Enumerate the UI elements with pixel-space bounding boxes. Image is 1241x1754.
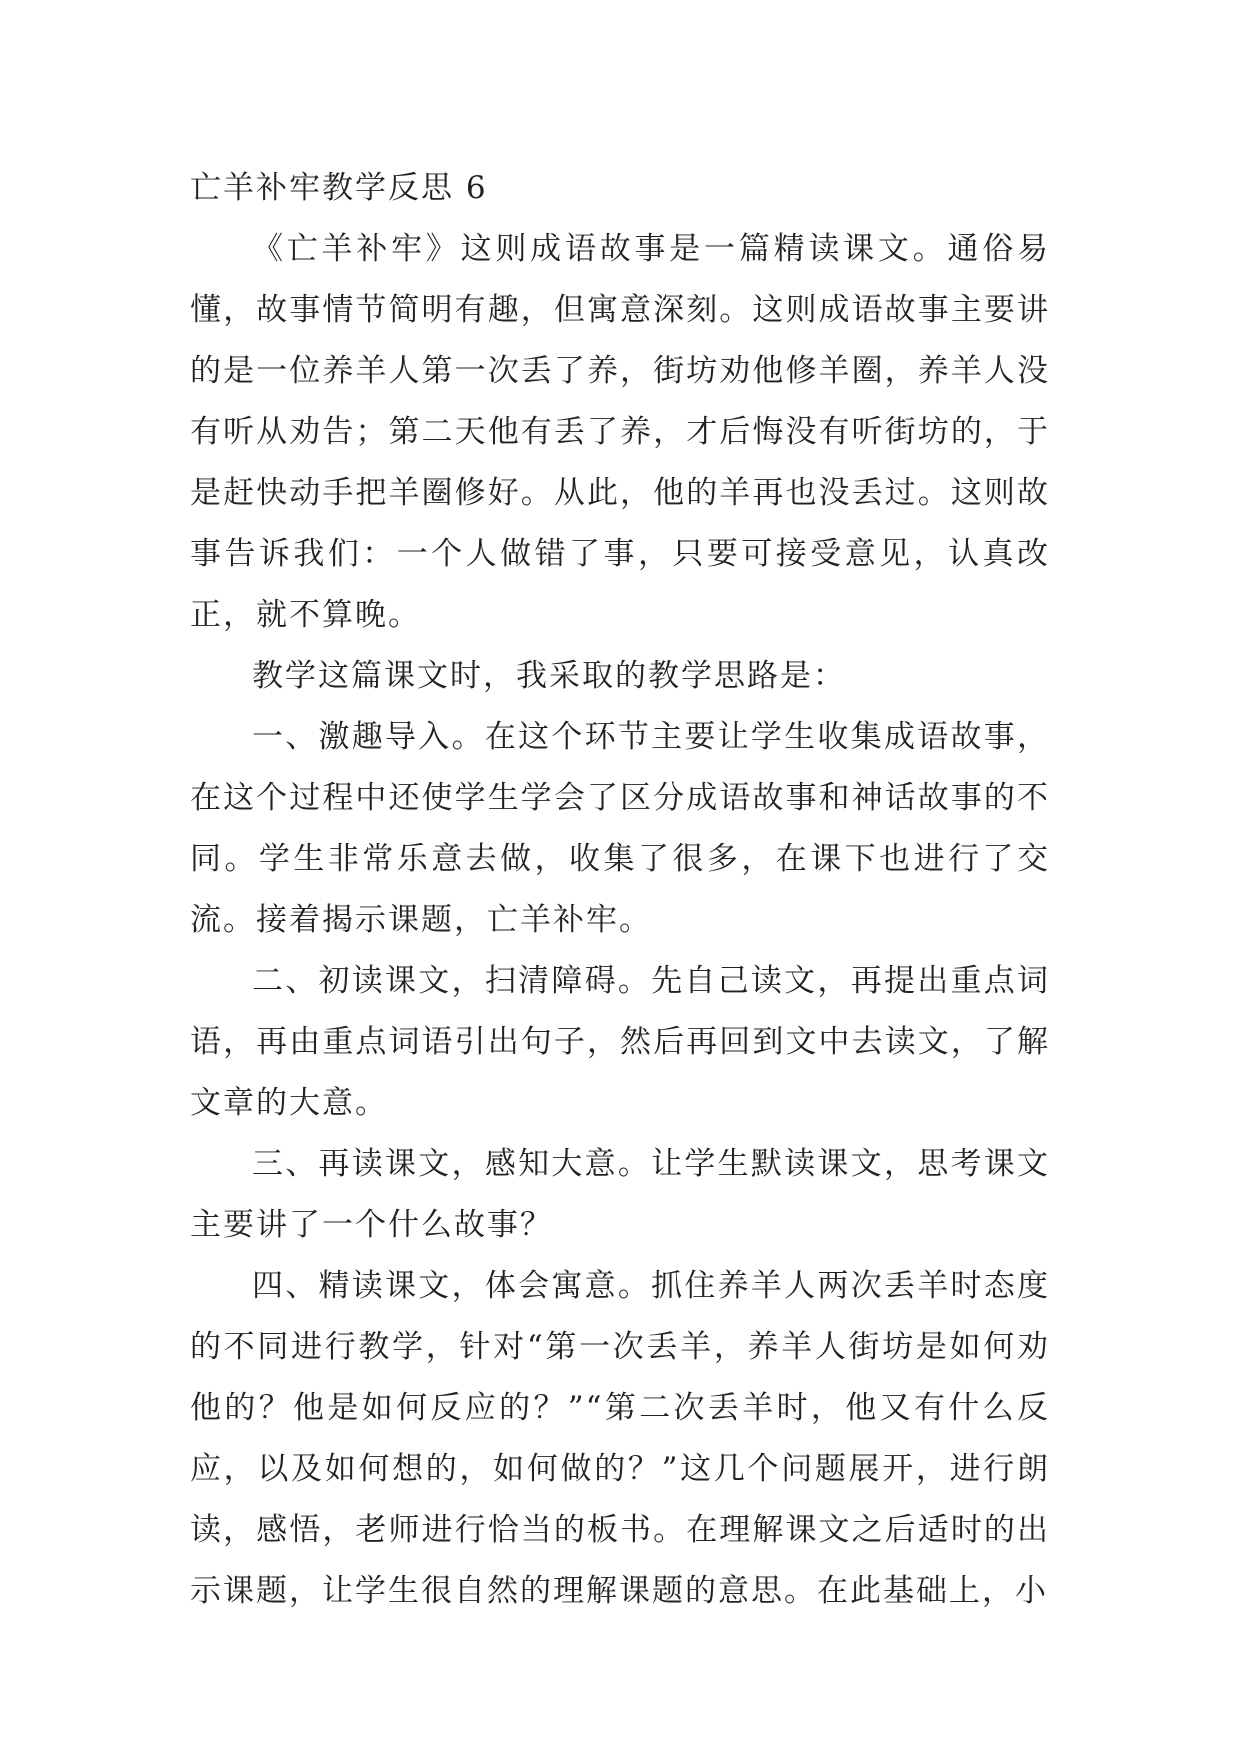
paragraph-teaching-approach: 教学这篇课文时，我采取的教学思路是： <box>252 658 846 694</box>
document-body <box>190 158 1050 1622</box>
paragraph-step-one: 一、激趣导入。在这个环节主要让学生收集成语故事，在这个过程中还使学生学会了区分成语故事和神话故事的不同。学生非常乐意去做，收集了很多，在课下也进行了交流。接着揭示课题，亡羊补牢。 <box>190 719 1050 938</box>
paragraph-step-three: 三、再读课文，感知大意。让学生默读课文，思考课文主要讲了一个什么故事？ <box>190 1146 1050 1243</box>
paragraph-step-four: 四、精读课文，体会寓意。抓住养羊人两次丢羊时态度的不同进行教学，针对“第一次丢羊，养羊人街坊是如何劝他的？他是如何反应的？”“第二次丢羊时，他又有什么反应，以及如何想的，如何做的？”这几个问题展开，进行朗读，感悟，老师进行恰当的板书。在理解课文之后适时的出示课题，让学生很自然的理解课题的意思。在此基础上，小 <box>190 1268 1050 1609</box>
document-title: 亡羊补牢教学反思 6 <box>190 170 488 206</box>
paragraph-step-two: 二、初读课文，扫清障碍。先自己读文，再提出重点词语，再由重点词语引出句子，然后再回到文中去读文，了解文章的大意。 <box>190 963 1050 1121</box>
paragraph-intro: 《亡羊补牢》这则成语故事是一篇精读课文。通俗易懂，故事情节简明有趣，但寓意深刻。这则成语故事主要讲的是一位养羊人第一次丢了养，街坊劝他修羊圈，养羊人没有听从劝告；第二天他有丢了养，才后悔没有听街坊的，于是赶快动手把羊圈修好。从此，他的羊再也没丢过。这则故事告诉我们：一个人做错了事，只要可接受意见，认真改正，就不算晚。 <box>190 231 1050 633</box>
